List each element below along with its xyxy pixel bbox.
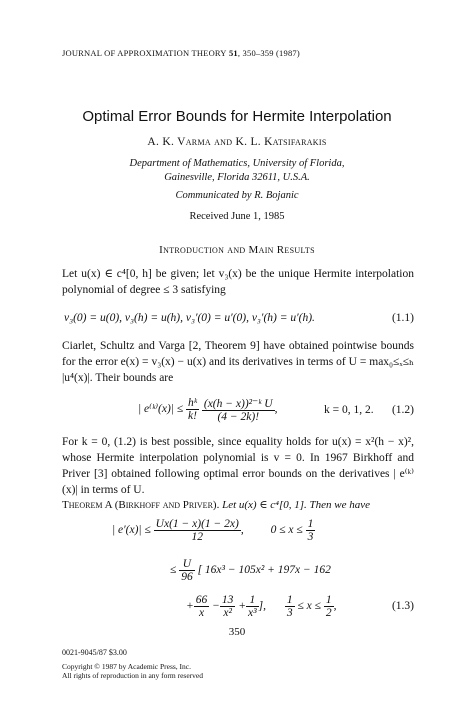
equation-1-3-condition-2-upper: [324, 594, 334, 619]
theorem-a: [62, 498, 414, 511]
journal-volume: 51: [228, 48, 238, 58]
equation-1-3-line-1: | e′(x)| ≤ $\frac{Ux(1 - x)(1 - 2x)}{12}$ , 0 ≤ x ≤ $\frac{1}{3}$: [112, 518, 314, 543]
copyright-footer: [62, 648, 203, 681]
fraction-denominator: x: [198, 607, 205, 619]
equation-1-3: [62, 518, 414, 623]
fraction-numerator: 66: [195, 594, 208, 606]
paragraph-3: For k = 0, (1.2) is best possible, since equality holds for u(x) = x²(h − x)², whose Hermite interpolation polynomial is v = 0. In 1967 Birkhoff and Priver [3] obtained following optimal error bounds on the derivatives | e⁽ᵏ⁾(x)| in terms of U.: [62, 436, 414, 496]
fraction-numerator: 1: [307, 518, 314, 530]
fraction-numerator: 13: [221, 594, 234, 606]
fraction-denominator: x³: [248, 607, 257, 619]
fraction-denominator: 2: [325, 607, 332, 619]
page-number: 350: [228, 626, 246, 638]
journal-name: JOURNAL OF APPROXIMATION THEORY: [62, 48, 227, 58]
equation-1-3-condition-2-lower: [285, 594, 295, 619]
equation-1-2-number: (1.2): [391, 404, 414, 416]
equation-1-3-fraction-2: [179, 558, 195, 583]
theorem-label: Theorem A (Birkhoff and Priver).: [62, 499, 220, 511]
equation-1-2-fraction-1: [186, 397, 199, 422]
affiliation-line-1: Department of Mathematics, University of Florida,: [129, 158, 345, 169]
paragraph-1: Let u(x) ∈ c⁴[0, h] be given; let v₃(x) be the unique Hermite interpolation polynomial of degree ≤ 3 satisfying: [62, 268, 414, 296]
section-heading: Introduction and Main Results: [159, 244, 315, 256]
footer-copyright: Copyright © 1987 by Academic Press, Inc.: [62, 661, 192, 671]
fraction-denominator: 3: [307, 531, 314, 543]
journal-pages-year: , 350–359 (1987): [237, 48, 300, 58]
fraction-denominator: x²: [223, 607, 232, 619]
footer-rights: All rights of reproduction in any form reserved: [62, 671, 204, 680]
paragraph-2: Ciarlet, Schultz and Varga [2, Theorem 9] have obtained pointwise bounds for the error e(x) = v₃(x) − u(x) and its derivatives in terms of U = max₀≤ₓ≤ₕ |u⁴(x)|. Their bounds are: [62, 340, 414, 384]
equation-1-3-line-3: + $\frac{66}{x}$ − $\frac{13}{\text{x²}}$ + $\frac{1}{\text{x³}}$ ], $\frac{1}{3}$ ≤ x ≤ $\frac{1}{2}$ ,: [186, 594, 337, 619]
theorem-statement: Let u(x) ∈ c⁴[0, 1]. Then we have: [222, 499, 370, 511]
equation-1-3-condition-1-fraction: [306, 518, 316, 543]
communicated-by: Communicated by R. Bojanic: [175, 190, 299, 201]
fraction-numerator: Ux(1 − x)(1 − 2x): [155, 518, 239, 530]
equation-1-2-condition: k = 0, 1, 2.: [324, 404, 374, 416]
fraction-numerator: 1: [246, 594, 259, 607]
fraction-denominator: 96: [181, 571, 193, 583]
article-authors: A. K. Varma and K. L. Katsifarakis: [147, 136, 327, 148]
received-date: Received June 1, 1985: [189, 211, 285, 222]
equation-1-3-number: (1.3): [391, 600, 414, 612]
fraction-denominator: 12: [191, 531, 204, 543]
equation-1-3-polynomial: [ 16x³ − 105x² + 197x − 162: [197, 564, 331, 577]
equation-1-3-condition-1: 0 ≤ x ≤: [270, 524, 303, 537]
affiliation-line-2: Gainesville, Florida 32611, U.S.A.: [164, 172, 310, 183]
fraction-denominator: (4 − 2k)!: [217, 411, 260, 423]
equation-1-1-text: v₃(0) = u(0), v₃(h) = u(h), v₃′(0) = u′(0), v₃′(h) = u′(h).: [64, 312, 315, 324]
equation-1-3-term-c: [246, 594, 259, 619]
footer-code: 0021-9045/87 $3.00: [62, 648, 127, 657]
fraction-denominator: 3: [286, 607, 293, 619]
journal-header: [62, 48, 300, 58]
fraction-numerator: 1: [325, 594, 332, 606]
equation-1-3-fraction-1: [154, 518, 241, 543]
fraction-numerator: hᵏ: [188, 397, 197, 409]
equation-1-2-fraction-2: [202, 396, 275, 423]
fraction-numerator: (x(h − x))²⁻ᵏ U: [203, 398, 273, 410]
equation-1-2: | e⁽ᵏ⁾(x)| ≤ $\frac{\text{hᵏ}}{k!}$ $\frac{\text{(x(h − x))²⁻ᵏ U}}{(4 - 2k)!}$ , k = 0, 1, 2. (1.2): [138, 397, 414, 423]
equation-1-3-term-b: [220, 594, 236, 619]
equation-1-1-number: (1.1): [391, 312, 414, 324]
fraction-denominator: k!: [188, 410, 197, 422]
equation-1-3-line-2: [170, 558, 331, 583]
article-title: Optimal Error Bounds for Hermite Interpolation: [82, 108, 392, 125]
equation-1-3-condition-2: ≤ x ≤: [297, 600, 321, 613]
fraction-numerator: U: [179, 558, 195, 571]
equation-1-3-term-a: [194, 594, 210, 619]
less-equal-sign: ≤: [170, 564, 177, 577]
equation-1-1: [62, 312, 414, 324]
equation-1-3-lhs: | e′(x)| ≤: [112, 524, 151, 537]
equation-1-2-lhs: | e⁽ᵏ⁾(x)| ≤: [138, 403, 184, 416]
article-affiliation: [0, 157, 474, 185]
fraction-numerator: 1: [286, 594, 293, 606]
